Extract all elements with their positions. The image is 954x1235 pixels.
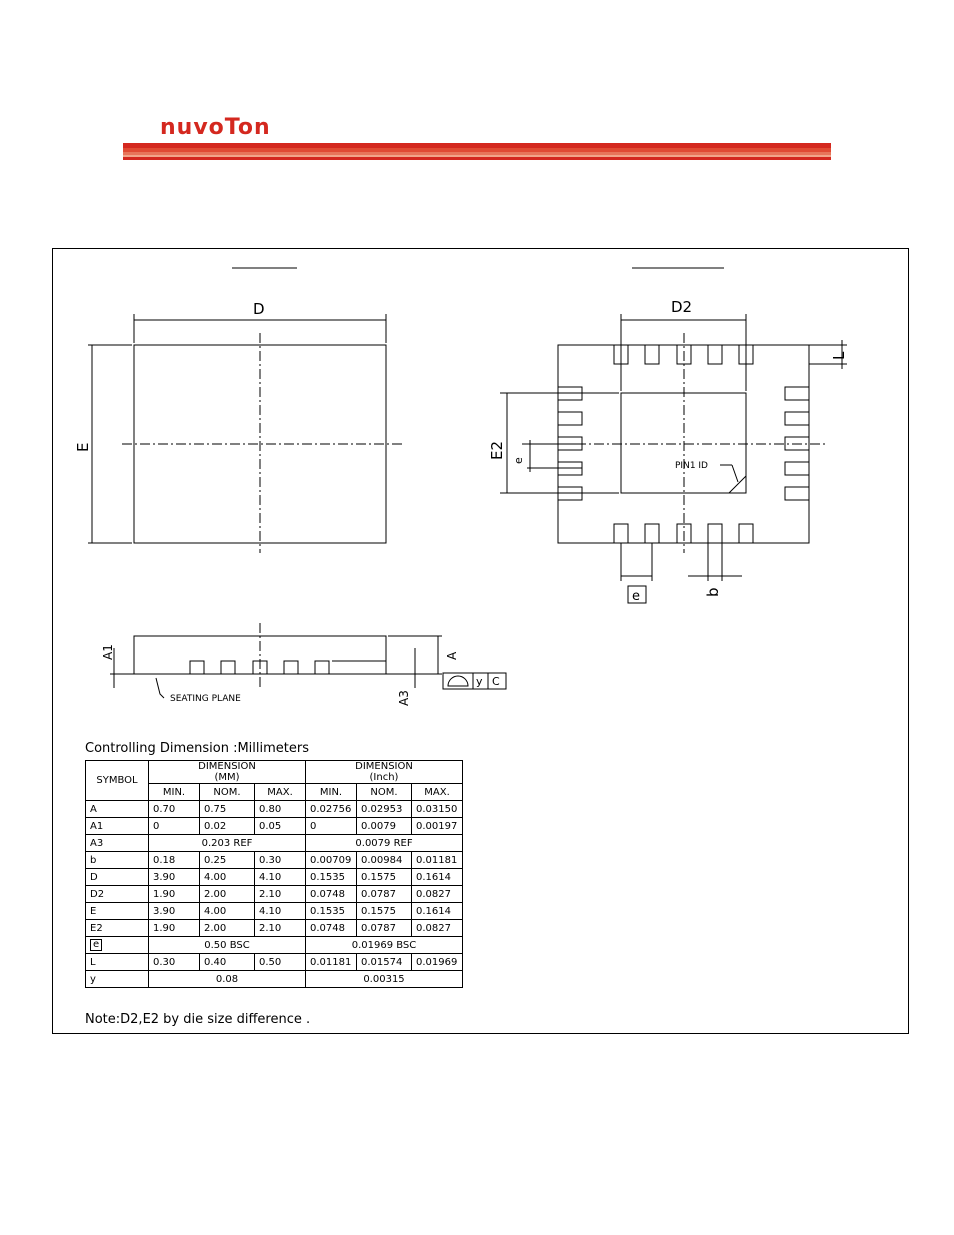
table-row: [86, 886, 463, 903]
label-l: L: [830, 351, 848, 360]
cell-inch: 0.0827: [412, 886, 463, 903]
cell-mm: 1.90: [149, 886, 200, 903]
cell-mm: 2.10: [255, 920, 306, 937]
nuvoton-logo: nuvoTon: [160, 115, 271, 140]
cell-mm: 4.00: [200, 903, 255, 920]
cell-inch: 0.01181: [412, 852, 463, 869]
cell-mm: 1.90: [149, 920, 200, 937]
cell-inch-span: 0.00315: [306, 971, 463, 988]
cell-mm: 0.30: [149, 954, 200, 971]
label-e-small: e: [512, 457, 525, 464]
table-row: [86, 954, 463, 971]
cell-mm: 2.10: [255, 886, 306, 903]
cell-mm: 4.10: [255, 869, 306, 886]
cell-mm: 0.30: [255, 852, 306, 869]
table-row: [86, 920, 463, 937]
symbol-header: SYMBOL: [86, 761, 149, 801]
label-a1: A1: [101, 644, 115, 660]
cell-mm: 0.18: [149, 852, 200, 869]
row-symbol: b: [86, 852, 149, 869]
cell-mm: 2.00: [200, 886, 255, 903]
cell-mm-span: 0.08: [149, 971, 306, 988]
cell-mm: 0: [149, 818, 200, 835]
table-row: [86, 818, 463, 835]
mm-header: DIMENSION (MM): [149, 761, 306, 784]
cell-inch: 0.1575: [357, 869, 412, 886]
cell-mm: 3.90: [149, 869, 200, 886]
cell-mm: 3.90: [149, 903, 200, 920]
label-e-pitch: e: [632, 589, 640, 604]
cell-inch: 0.0748: [306, 886, 357, 903]
label-e2: E2: [488, 440, 506, 460]
header-color-band: [123, 143, 831, 160]
label-d2: D2: [671, 298, 693, 316]
label-d: D: [253, 300, 265, 318]
table-row: [86, 971, 463, 988]
cell-mm: 0.40: [200, 954, 255, 971]
cell-inch-span: 0.01969 BSC: [306, 937, 463, 954]
cell-inch: 0.1575: [357, 903, 412, 920]
cell-inch: 0.01181: [306, 954, 357, 971]
cell-inch: 0.0079: [357, 818, 412, 835]
cell-mm: 0.02: [200, 818, 255, 835]
table-row: [86, 852, 463, 869]
cell-mm: 0.05: [255, 818, 306, 835]
row-symbol: E: [86, 903, 149, 920]
cell-mm: 0.75: [200, 801, 255, 818]
label-e: E: [74, 442, 92, 452]
cell-mm: 0.70: [149, 801, 200, 818]
label-a: A: [445, 651, 459, 660]
cell-mm-span: 0.50 BSC: [149, 937, 306, 954]
seating-plane-label: SEATING PLANE: [170, 694, 241, 704]
cell-inch-span: 0.0079 REF: [306, 835, 463, 852]
row-symbol: D2: [86, 886, 149, 903]
tol-y: y: [476, 675, 483, 688]
cell-mm-span: 0.203 REF: [149, 835, 306, 852]
row-symbol: y: [86, 971, 149, 988]
cell-mm: 2.00: [200, 920, 255, 937]
cell-inch: 0.0748: [306, 920, 357, 937]
label-b: b: [704, 587, 722, 597]
cell-inch: 0.1614: [412, 869, 463, 886]
cell-inch: 0: [306, 818, 357, 835]
cell-inch: 0.02953: [357, 801, 412, 818]
cell-inch: 0.02756: [306, 801, 357, 818]
cell-mm: 0.80: [255, 801, 306, 818]
cell-mm: 4.00: [200, 869, 255, 886]
row-symbol: E2: [86, 920, 149, 937]
cell-mm: 4.10: [255, 903, 306, 920]
row-symbol: D: [86, 869, 149, 886]
dimension-table: SYMBOL DIMENSION (MM) DIMENSION (Inch) MIN. NOM. MAX. MIN. NOM. MAX. A 0.70 0.75 0.80 0.02756 0.02953 0.03150 A1 0 0.02 0.05 0 0.0079 0.00197 A3 0.203 REF 0.0079 REF b 0.18 0.25 0.30 0.00709 0.00984 0.01181 D 3.90 4.00 4.10 0.1535 0.1575 0.1614 D2 1.90 2.00 2.10 0.0748 0.0787 0.0827 E 3.90 4.00 4.10 0.1535 0.1575 0.1614 E2 1.90 2.00 2.10 0.0748 0.0787 0.0827 e 0.50 BSC 0.01969 BSC L 0.30 0.40 0.50 0.01181 0.01574 0.01969 y 0.08 0.00315: [85, 760, 463, 988]
table-row: [86, 869, 463, 886]
cell-inch: 0.0787: [357, 886, 412, 903]
note: Note:D2,E2 by die size difference .: [85, 1012, 311, 1027]
cell-inch: 0.01574: [357, 954, 412, 971]
cell-inch: 0.1535: [306, 869, 357, 886]
pin1-id-label: PIN1 ID: [675, 461, 708, 471]
table-row: [86, 903, 463, 920]
cell-inch: 0.00984: [357, 852, 412, 869]
row-symbol: L: [86, 954, 149, 971]
cell-inch: 0.0787: [357, 920, 412, 937]
cell-inch: 0.03150: [412, 801, 463, 818]
cell-inch: 0.00709: [306, 852, 357, 869]
table-row: [86, 801, 463, 818]
row-symbol: A: [86, 801, 149, 818]
cell-inch: 0.0827: [412, 920, 463, 937]
controlling-dimension: Controlling Dimension :Millimeters: [85, 741, 309, 756]
tol-c: C: [492, 675, 500, 688]
row-symbol: e: [86, 937, 149, 954]
table-row: [86, 937, 463, 954]
label-a3: A3: [397, 690, 411, 706]
row-symbol: A1: [86, 818, 149, 835]
cell-mm: 0.25: [200, 852, 255, 869]
row-symbol: A3: [86, 835, 149, 852]
cell-inch: 0.00197: [412, 818, 463, 835]
cell-inch: 0.1535: [306, 903, 357, 920]
cell-mm: 0.50: [255, 954, 306, 971]
inch-header: DIMENSION (Inch): [306, 761, 463, 784]
cell-inch: 0.1614: [412, 903, 463, 920]
table-row: [86, 835, 463, 852]
cell-inch: 0.01969: [412, 954, 463, 971]
